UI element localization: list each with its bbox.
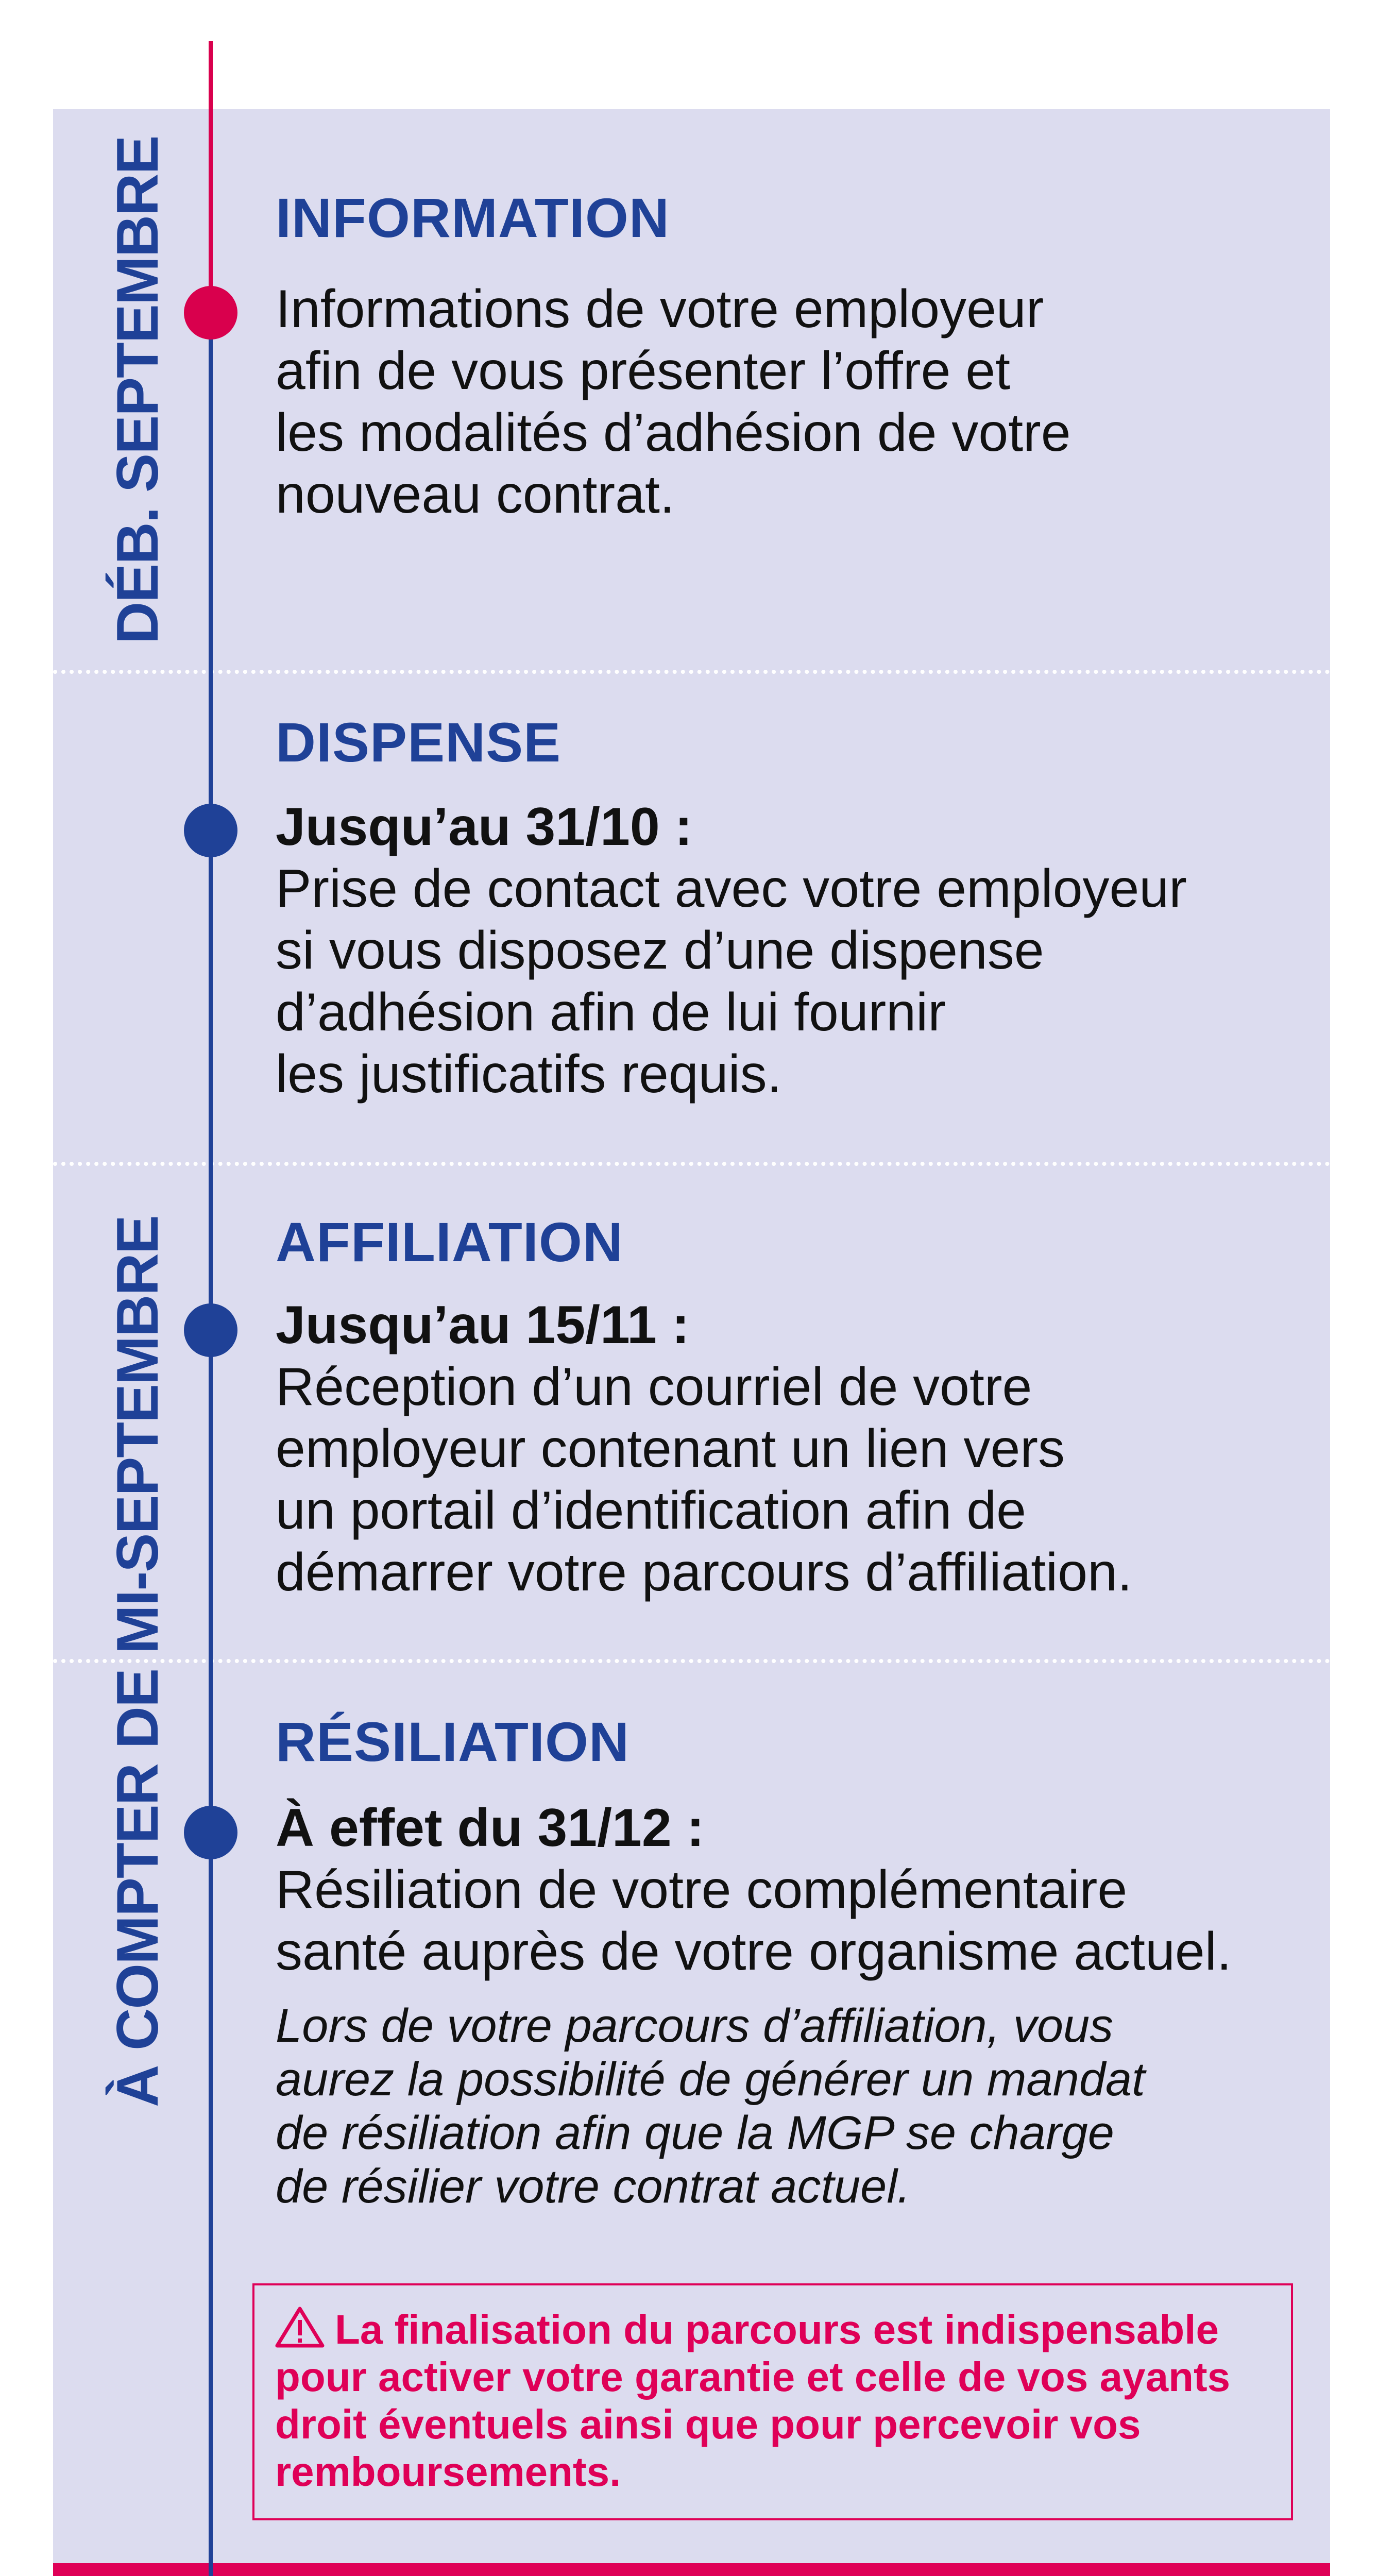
affiliation-line: démarrer votre parcours d’affiliation. bbox=[276, 1543, 1132, 1602]
period-label-mi-septembre: À COMPTER DE MI-SEPTEMBRE bbox=[105, 1216, 171, 2107]
dispense-line: Prise de contact avec votre employeur bbox=[276, 859, 1187, 919]
section-divider bbox=[53, 1162, 1330, 1166]
affiliation-text bbox=[276, 1294, 1306, 1603]
section-title-information: INFORMATION bbox=[276, 187, 670, 249]
timeline-dot-resiliation bbox=[184, 1806, 237, 1859]
dispense-line: si vous disposez d’une dispense bbox=[276, 921, 1044, 980]
warning-box bbox=[252, 2283, 1293, 2520]
dispense-text bbox=[276, 796, 1306, 1105]
section-divider bbox=[53, 670, 1330, 674]
timeline-dot-dispense bbox=[184, 804, 237, 857]
period-label-deb-septembre: DÉB. SEPTEMBRE bbox=[105, 136, 171, 644]
dispense-line: les justificatifs requis. bbox=[276, 1044, 782, 1104]
section-title-dispense: DISPENSE bbox=[276, 711, 562, 773]
affiliation-line: un portail d’identification afin de bbox=[276, 1481, 1026, 1540]
timeline-dot-information bbox=[184, 286, 237, 340]
warning-line: droit éventuels ainsi que pour percevoir vos bbox=[275, 2401, 1141, 2447]
timeline-dot-affiliation bbox=[184, 1303, 237, 1357]
timeline-line bbox=[209, 301, 213, 2576]
information-line: les modalités d’adhésion de votre bbox=[276, 403, 1071, 463]
section-title-resiliation: RÉSILIATION bbox=[276, 1710, 630, 1773]
warning-line: La finalisation du parcours est indispensable bbox=[335, 2307, 1219, 2352]
resiliation-line: santé auprès de votre organisme actuel. bbox=[276, 1922, 1232, 1981]
resiliation-line: Résiliation de votre complémentaire bbox=[276, 1860, 1128, 1920]
affiliation-line: employeur contenant un lien vers bbox=[276, 1419, 1065, 1479]
information-text bbox=[276, 278, 1306, 526]
information-line: afin de vous présenter l’offre et bbox=[276, 341, 1011, 401]
warning-text bbox=[275, 2306, 1285, 2496]
resiliation-note-line: de résiliation afin que la MGP se charge bbox=[276, 2107, 1114, 2159]
affiliation-line: Réception d’un courriel de votre bbox=[276, 1357, 1032, 1417]
resiliation-note-line: aurez la possibilité de générer un mandat bbox=[276, 2053, 1145, 2106]
resiliation-deadline: À effet du 31/12 : bbox=[276, 1798, 705, 1858]
section-divider bbox=[53, 1659, 1330, 1663]
information-line: Informations de votre employeur bbox=[276, 279, 1044, 339]
resiliation-text bbox=[276, 1797, 1306, 1982]
resiliation-note bbox=[276, 1999, 1306, 2213]
warning-line: pour activer votre garantie et celle de vos ayants bbox=[275, 2354, 1231, 2400]
section-title-affiliation: AFFILIATION bbox=[276, 1211, 623, 1273]
affiliation-deadline: Jusqu’au 15/11 : bbox=[276, 1295, 690, 1355]
resiliation-note-line: Lors de votre parcours d’affiliation, vous bbox=[276, 1999, 1114, 2052]
activation-panel bbox=[53, 2563, 1330, 2576]
resiliation-note-line: de résilier votre contrat actuel. bbox=[276, 2160, 911, 2213]
information-line: nouveau contrat. bbox=[276, 465, 675, 524]
timeline-line-start bbox=[209, 41, 213, 301]
dispense-line: d’adhésion afin de lui fournir bbox=[276, 982, 946, 1042]
dispense-deadline: Jusqu’au 31/10 : bbox=[276, 797, 693, 857]
warning-line: remboursements. bbox=[275, 2449, 621, 2495]
warning-triangle-icon bbox=[275, 2307, 325, 2348]
